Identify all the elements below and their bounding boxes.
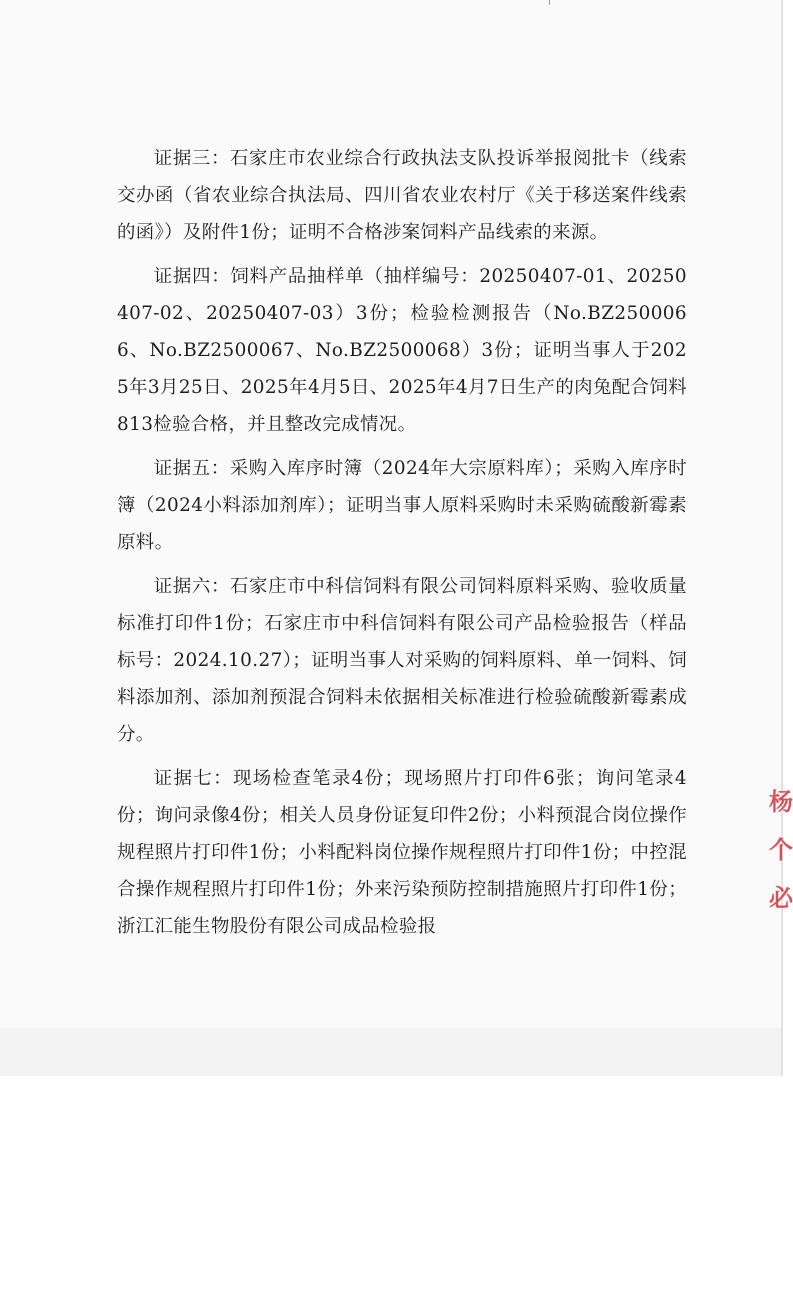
evidence-paragraph-3: 证据三：石家庄市农业综合行政执法支队投诉举报阅批卡（线索交办函（省农业综合执法局、四川省农业农村厅《关于移送案件线索的函》）及附件1份；证明不合格涉案饲料产品线索的来源。 xyxy=(117,148,687,243)
document-body xyxy=(117,140,687,952)
seal-char: 必 xyxy=(769,884,793,912)
seal-char: 杨 xyxy=(769,788,793,816)
seal-char: 个 xyxy=(769,836,793,864)
evidence-paragraph-4: 证据四：饲料产品抽样单（抽样编号：20250407-01、20250407-02、20250407-03）3份；检验检测报告（No.BZ2500066、No.BZ2500067、No.BZ2500068）3份；证明当事人于2025年3月25日、2025年4月5日、2025年4月7日生产的肉兔配合饲料813检验合格，并且整改完成情况。 xyxy=(117,266,687,435)
red-seal-fragment xyxy=(769,778,793,948)
evidence-paragraph-6: 证据六：石家庄市中科信饲料有限公司饲料原料采购、验收质量标准打印件1份；石家庄市中科信饲料有限公司产品检验报告（样品标号：2024.10.27）；证明当事人对采购的饲料原料、单一饲料、饲料添加剂、添加剂预混合饲料未依据相关标准进行检验硫酸新霉素成分。 xyxy=(117,576,687,745)
evidence-paragraph-5: 证据五：采购入库序时簿（2024年大宗原料库）；采购入库序时簿（2024小料添加剂库）；证明当事人原料采购时未采购硫酸新霉素原料。 xyxy=(117,458,687,553)
scan-mark xyxy=(549,0,550,5)
evidence-paragraph-7: 证据七：现场检查笔录4份；现场照片打印件6张；询问笔录4份；询问录像4份；相关人员身份证复印件2份；小料预混合岗位操作规程照片打印件1份；小料配料岗位操作规程照片打印件1份；中控混合操作规程照片打印件1份；外来污染预防控制措施照片打印件1份；浙江汇能生物股份有限公司成品检验报 xyxy=(117,768,687,937)
